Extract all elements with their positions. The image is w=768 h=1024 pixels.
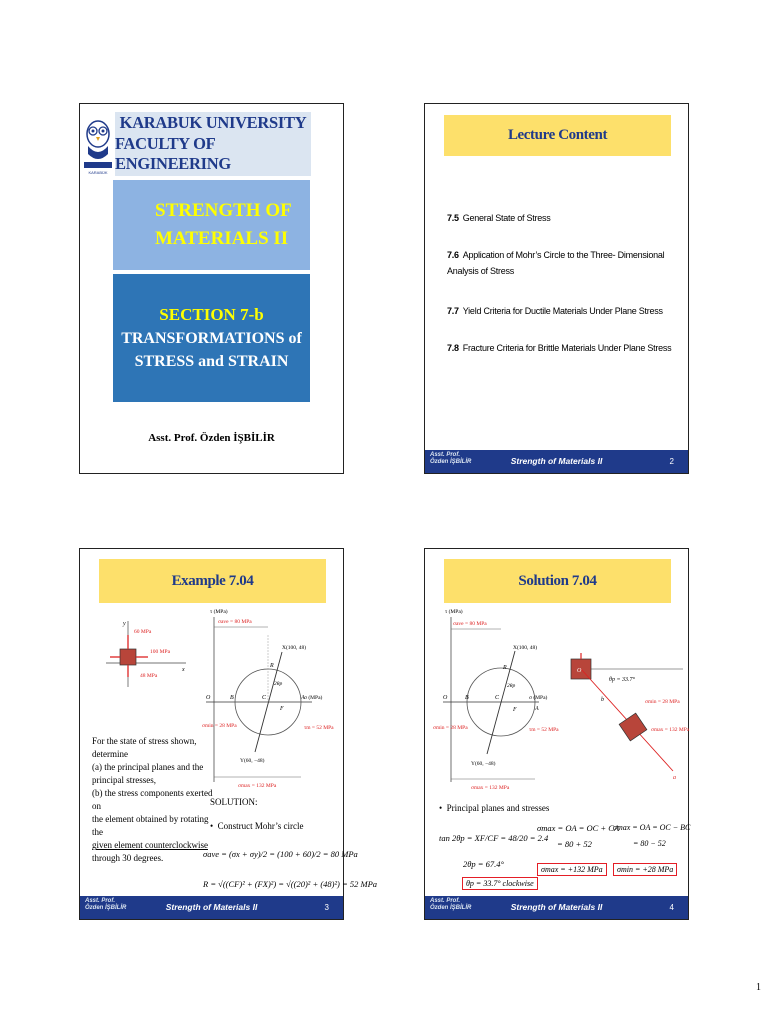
faculty-name: FACULTY OF ENGINEERING: [115, 133, 231, 174]
label-f: F: [513, 707, 517, 713]
label-axis-a: a: [673, 775, 676, 781]
slide-number: 4: [669, 903, 674, 912]
label-100mpa: 100 MPa: [150, 649, 171, 655]
label-sigma-ave: σave = 80 MPa: [453, 621, 487, 627]
label-tau-max: τm = 52 MPa: [304, 725, 334, 731]
course-title-line1: STRENGTH OF: [155, 199, 292, 221]
equation-smax1: σmax = OA = OC + CA: [537, 823, 620, 833]
equation-2theta: 2θp = 67.4°: [463, 859, 504, 869]
topic-line2: STRESS and STRAIN: [134, 352, 289, 370]
tau-axis-label: τ (MPa): [210, 609, 228, 615]
label-a: A: [535, 706, 539, 712]
problem-text: For the state of stress shown, determine (a) the principal planes and the principal stresses, (b) the stress components exerted on the element obtained by rotating the given element counterclockwise through 30 degrees.: [92, 736, 213, 864]
sigma-axis-label: σ (MPa): [529, 695, 548, 701]
label-sigma-max: σmax = 132 MPa: [238, 783, 277, 789]
slide-lecture-content: [424, 103, 689, 474]
tau-axis-label: τ (MPa): [445, 609, 463, 615]
course-title-line2: MATERIALS II: [155, 228, 289, 249]
course-title-box: [113, 180, 310, 270]
page-number: 1: [756, 982, 761, 993]
result-sigma-max: σmax = +132 MPa: [537, 863, 607, 876]
label-sigma-min: σmin = 28 MPa: [433, 725, 468, 731]
label-b: B: [230, 695, 234, 701]
bullet-principal: • Principal planes and stresses: [439, 803, 550, 813]
label-60mpa: 60 MPa: [134, 629, 152, 635]
label-2thetap: 2θp: [507, 683, 516, 689]
slide-number: 3: [324, 903, 329, 912]
footer-author: Asst. Prof. Özden İŞBİLİR: [430, 898, 472, 912]
axis-y-label: y: [123, 621, 126, 627]
label-b: B: [465, 695, 469, 701]
label-o: O: [443, 695, 448, 701]
topic-line1: TRANSFORMATIONS of: [121, 329, 302, 347]
equation-radius: R = √((CF)² + (FX)²) = √((20)² + (48)²) = 52 MPa: [203, 879, 378, 889]
svg-text:KARABÜK: KARABÜK: [88, 170, 108, 175]
label-2thetap: 2θp: [274, 681, 283, 687]
label-o: O: [577, 668, 582, 674]
university-logo-icon: [82, 114, 114, 178]
label-o: O: [206, 695, 211, 701]
slide-header: Solution 7.04: [444, 559, 671, 603]
slide-footer: [80, 896, 343, 919]
label-sigma-min: σmin = 28 MPa: [645, 699, 680, 705]
label-sigma-min: σmin = 28 MPa: [202, 723, 237, 729]
label-point-y: Y(60, −48): [240, 758, 265, 764]
equation-sigma-ave: σave = (σx + σy)/2 = (100 + 60)/2 = 80 MPa: [203, 849, 358, 859]
label-48mpa: 48 MPa: [140, 673, 158, 679]
university-name: KARABUK UNIVERSITY: [119, 113, 307, 133]
label-r: R: [270, 663, 274, 669]
equation-tan: tan 2θp = XF/CF = 48/20 = 2.4: [439, 833, 549, 843]
content-item: 7.8 Fracture Criteria for Brittle Materials Under Plane Stress: [447, 343, 672, 353]
section-box: [113, 274, 310, 402]
footer-author: Asst. Prof. Özden İŞBİLİR: [430, 452, 472, 466]
slide-number: 2: [669, 457, 674, 466]
label-point-x: X(100, 48): [513, 645, 538, 651]
label-f: F: [280, 706, 284, 712]
footer-course: Strength of Materials II: [165, 902, 258, 912]
rotated-element-diagram: [563, 651, 688, 781]
stress-element-diagram: [98, 613, 188, 693]
slide-example: [79, 548, 378, 920]
university-box: [115, 112, 311, 176]
label-sigma-ave: σave = 80 MPa: [218, 619, 252, 625]
label-c: C: [495, 695, 500, 701]
section-label: SECTION 7-b: [159, 304, 264, 324]
equation-smax2: = 80 + 52: [557, 839, 592, 849]
label-axis-b: b: [601, 697, 604, 703]
slide-footer: [425, 450, 688, 473]
slide-solution: [424, 548, 689, 920]
slide-header: Lecture Content: [444, 115, 671, 156]
content-item: 7.5 General State of Stress: [447, 213, 551, 223]
footer-course: Strength of Materials II: [510, 456, 603, 466]
solution-label: SOLUTION:: [210, 797, 258, 807]
label-point-y: Y(60, −48): [471, 761, 496, 767]
result-sigma-min: σmin = +28 MPa: [613, 863, 677, 876]
axis-x-label: x: [182, 667, 185, 673]
mohrs-circle-diagram: [200, 607, 340, 792]
mohrs-circle-diagram: [431, 607, 561, 792]
label-tau-max: τm = 52 MPa: [529, 727, 559, 733]
content-item: 7.6 Application of Mohr’s Circle to the Three- Dimensional Analysis of Stress: [447, 250, 665, 276]
label-theta-p: θp = 33.7°: [609, 677, 635, 683]
label-a: A: [301, 695, 305, 701]
label-sigma-max: σmax = 132 MPa: [651, 727, 690, 733]
label-r: R: [503, 665, 507, 671]
label-c: C: [262, 695, 267, 701]
slide-footer: [425, 896, 688, 919]
footer-author: Asst. Prof. Özden İŞBİLİR: [85, 898, 127, 912]
result-theta-p: θp = 33.7° clockwise: [462, 877, 538, 890]
author: Asst. Prof. Özden İŞBİLİR: [148, 432, 275, 444]
slide-header: Example 7.04: [99, 559, 326, 603]
content-item: 7.7 Yield Criteria for Ductile Materials Under Plane Stress: [447, 306, 663, 316]
footer-course: Strength of Materials II: [510, 902, 603, 912]
equation-smin1: σmax = OA = OC − BC: [613, 823, 691, 832]
sigma-axis-label: σ (MPa): [304, 695, 323, 701]
label-point-x: X(100, 48): [282, 645, 307, 651]
equation-smin2: = 80 − 52: [633, 839, 666, 848]
label-sigma-max: σmax = 132 MPa: [471, 785, 510, 791]
slide-title: [79, 103, 344, 474]
bullet-construct: • Construct Mohr’s circle: [210, 821, 304, 831]
